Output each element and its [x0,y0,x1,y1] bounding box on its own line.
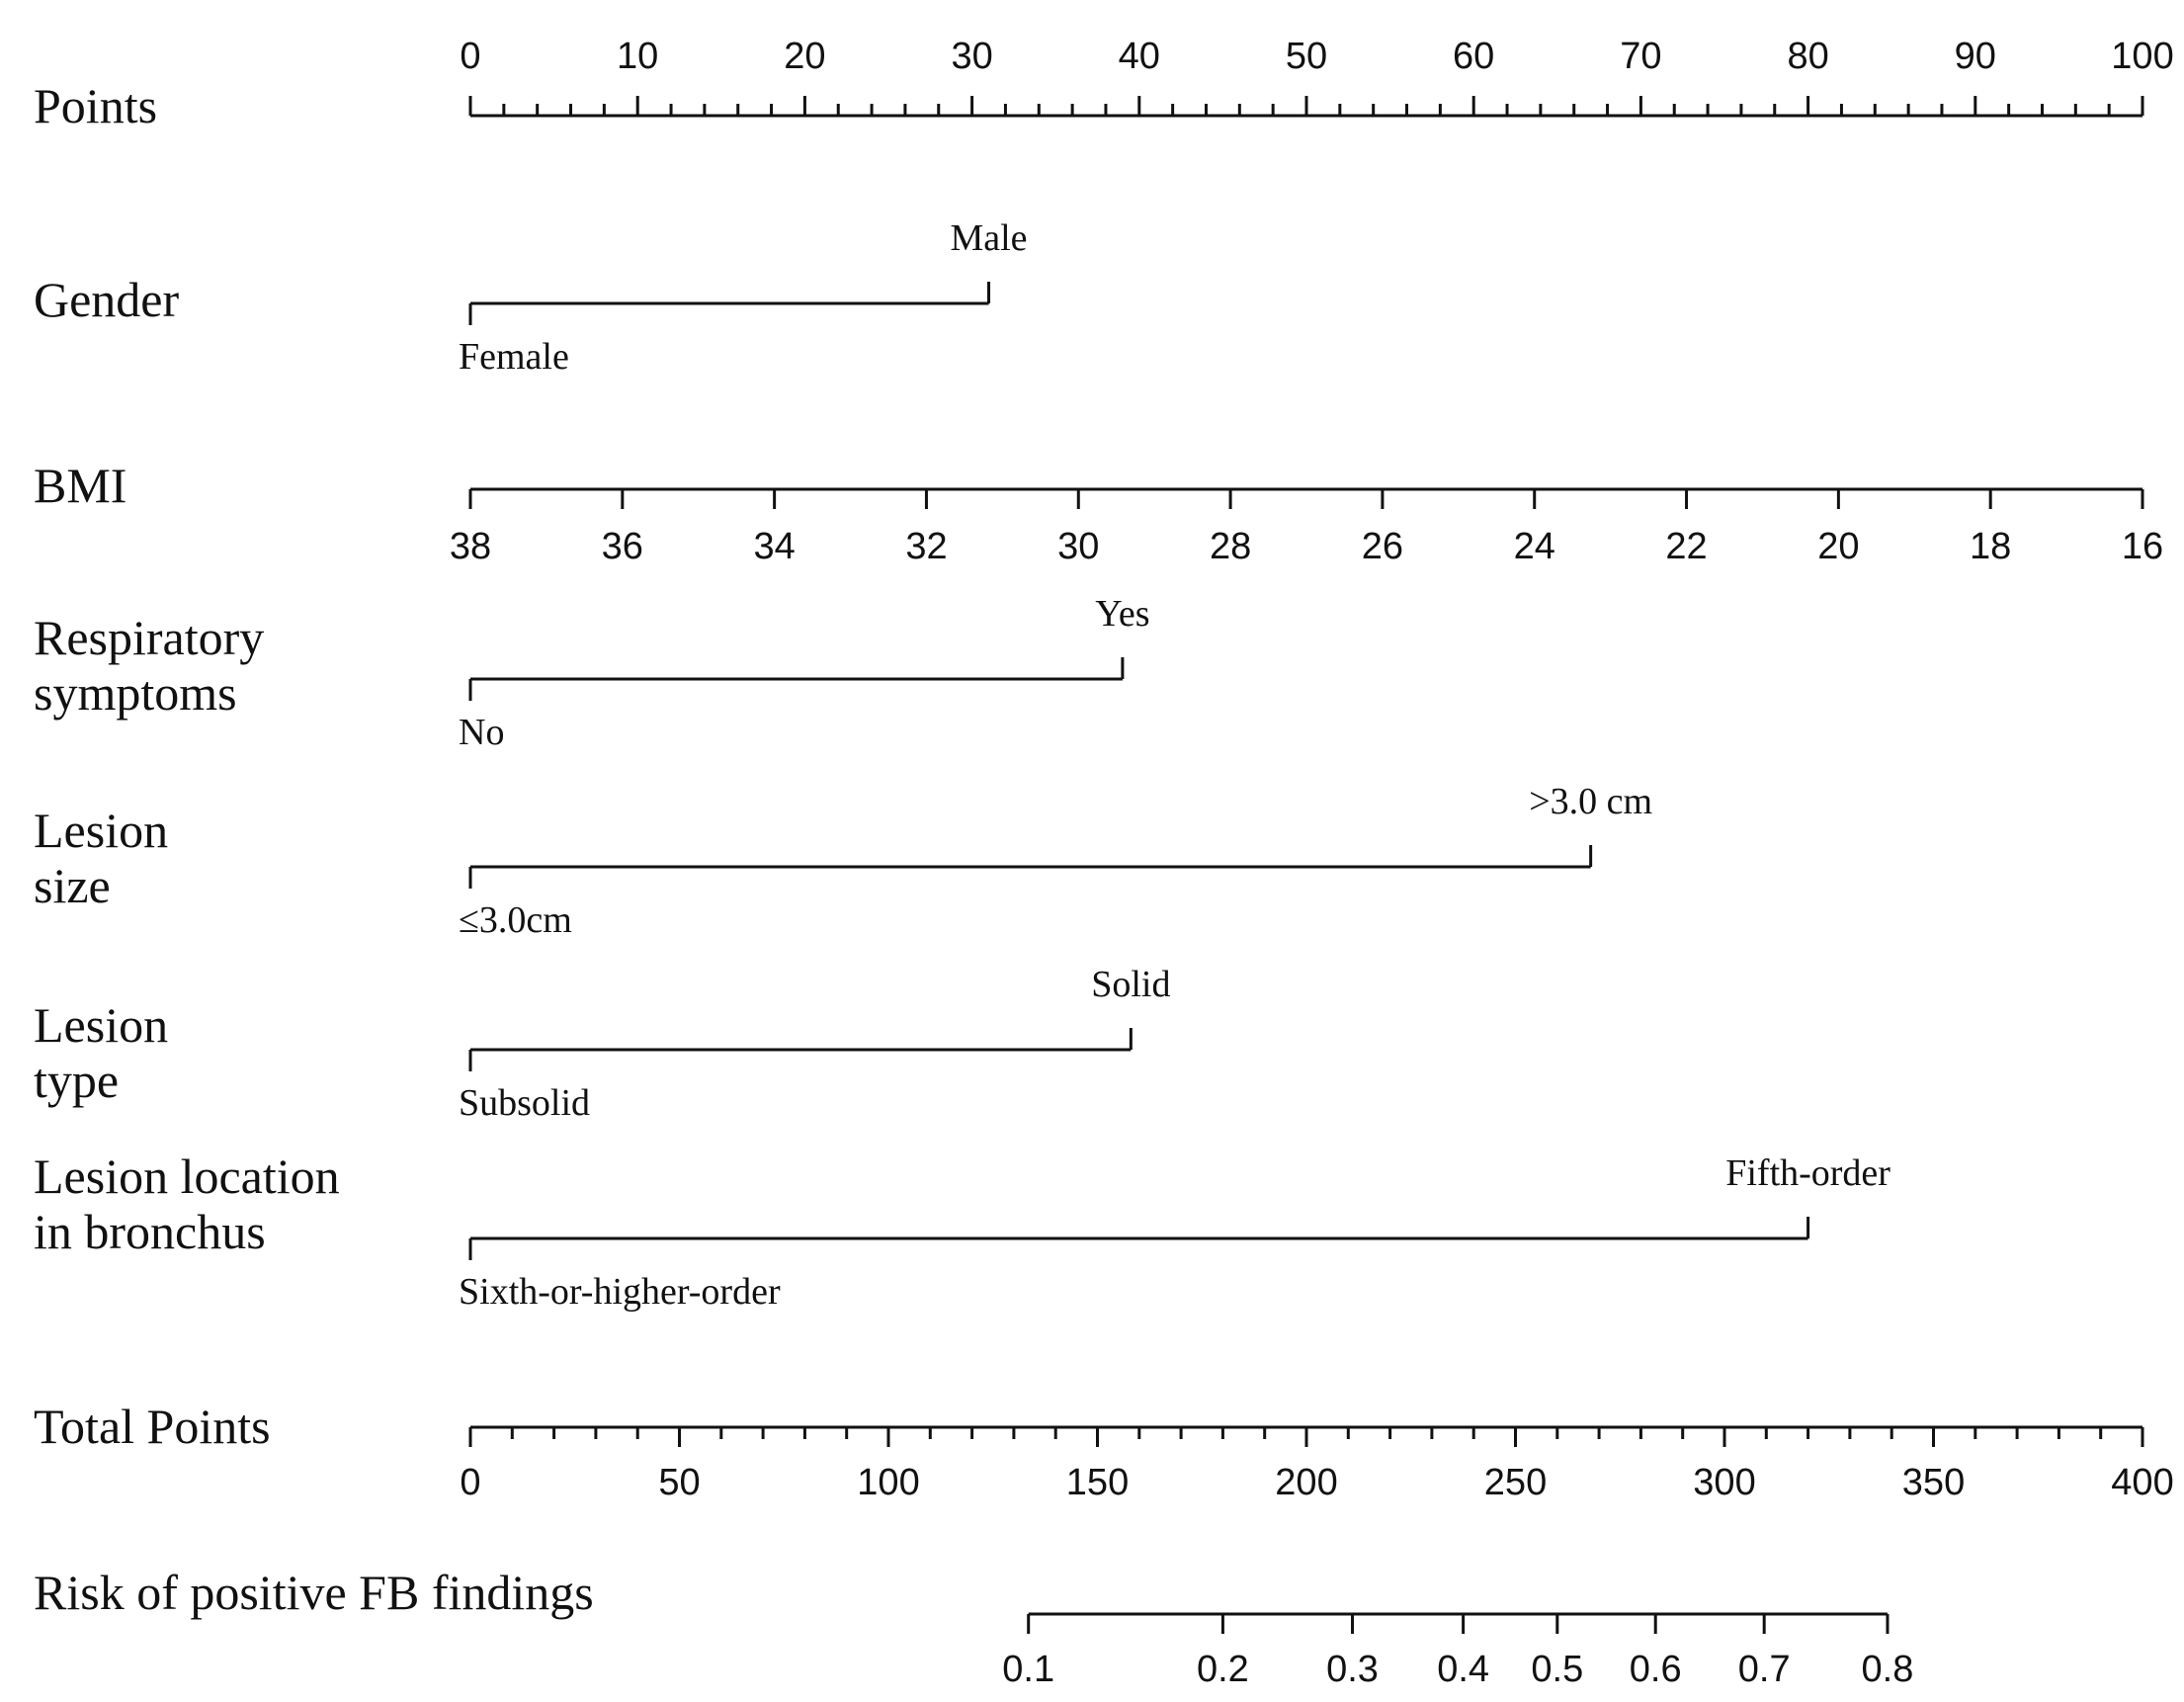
total-points-tick-label: 250 [1483,1462,1548,1503]
risk-axis-label: Risk of positive FB findings [34,1565,594,1620]
bmi-tick-label: 30 [1057,526,1100,567]
points-tick-label: 70 [1620,36,1662,77]
lesion-size-level-label: >3.0 cm [1529,781,1653,822]
lesion-type-label-line-2: type [34,1053,120,1108]
bmi-tick-label: 36 [601,526,643,567]
bmi-tick-label: 38 [449,526,492,567]
bmi-tick-label: 18 [1970,526,2012,567]
total-points-tick-label: 350 [1901,1462,1966,1503]
lesion-size-label-line-2: size [34,858,111,913]
bmi-tick-label: 32 [905,526,948,567]
bmi-tick-label: 26 [1361,526,1404,567]
risk-tick-label: 0.8 [1861,1649,1914,1690]
risk-tick-label: 0.5 [1531,1649,1584,1690]
respiratory-symptoms-label-line-2: symptoms [34,665,237,721]
lesion-location-level-label: Sixth-or-higher-order [459,1271,781,1313]
bmi-label: BMI [34,458,127,513]
points-tick-label: 90 [1954,36,1996,77]
points-tick-label: 100 [2111,36,2174,77]
points-tick-label: 10 [617,36,659,77]
gender-level-label: Female [459,336,569,378]
gender-level-label: Male [950,217,1028,259]
lesion-type-label-line-1: Lesion [34,997,169,1053]
lesion-type-level-label: Solid [1091,964,1171,1005]
points-tick-label: 0 [460,36,481,77]
total-points-tick-label: 300 [1693,1462,1756,1503]
bmi-tick-label: 16 [2121,526,2164,567]
risk-tick-label: 0.3 [1326,1649,1379,1690]
total-points-tick-label: 150 [1065,1462,1130,1503]
bmi-tick-label: 24 [1513,526,1555,567]
respiratory-symptoms-level-label: No [459,712,505,753]
risk-tick-label: 0.7 [1737,1649,1791,1690]
gender-label: Gender [34,272,180,327]
total-points-tick-label: 400 [2111,1462,2174,1503]
total-points-tick-label: 200 [1275,1462,1338,1503]
lesion-location-level-label: Fifth-order [1725,1152,1890,1194]
points-tick-label: 80 [1787,36,1829,77]
points-tick-label: 20 [784,36,826,77]
total-points-tick-label: 50 [658,1462,701,1503]
total-points-axis-label: Total Points [34,1399,271,1454]
bmi-tick-label: 34 [753,526,796,567]
respiratory-symptoms-label-line-1: Respiratory [34,610,265,665]
lesion-size-level-label: ≤3.0cm [459,899,572,941]
total-points-tick-label: 0 [460,1462,481,1503]
bmi-tick-label: 28 [1209,526,1252,567]
risk-tick-label: 0.2 [1196,1649,1249,1690]
points-axis-label: Points [34,78,158,133]
lesion-location-label-line-2: in bronchus [34,1204,266,1259]
lesion-location-label-line-1: Lesion location [34,1149,340,1204]
points-tick-label: 60 [1453,36,1495,77]
points-tick-label: 50 [1285,36,1328,77]
total-points-tick-label: 100 [857,1462,920,1503]
points-tick-label: 40 [1118,36,1160,77]
lesion-size-label-line-1: Lesion [34,803,169,858]
risk-tick-label: 0.1 [1002,1649,1055,1690]
respiratory-symptoms-level-label: Yes [1095,593,1150,635]
bmi-tick-label: 22 [1665,526,1708,567]
risk-tick-label: 0.4 [1437,1649,1490,1690]
bmi-tick-label: 20 [1817,526,1860,567]
points-tick-label: 30 [951,36,993,77]
risk-tick-label: 0.6 [1629,1649,1682,1690]
lesion-type-level-label: Subsolid [459,1082,591,1124]
